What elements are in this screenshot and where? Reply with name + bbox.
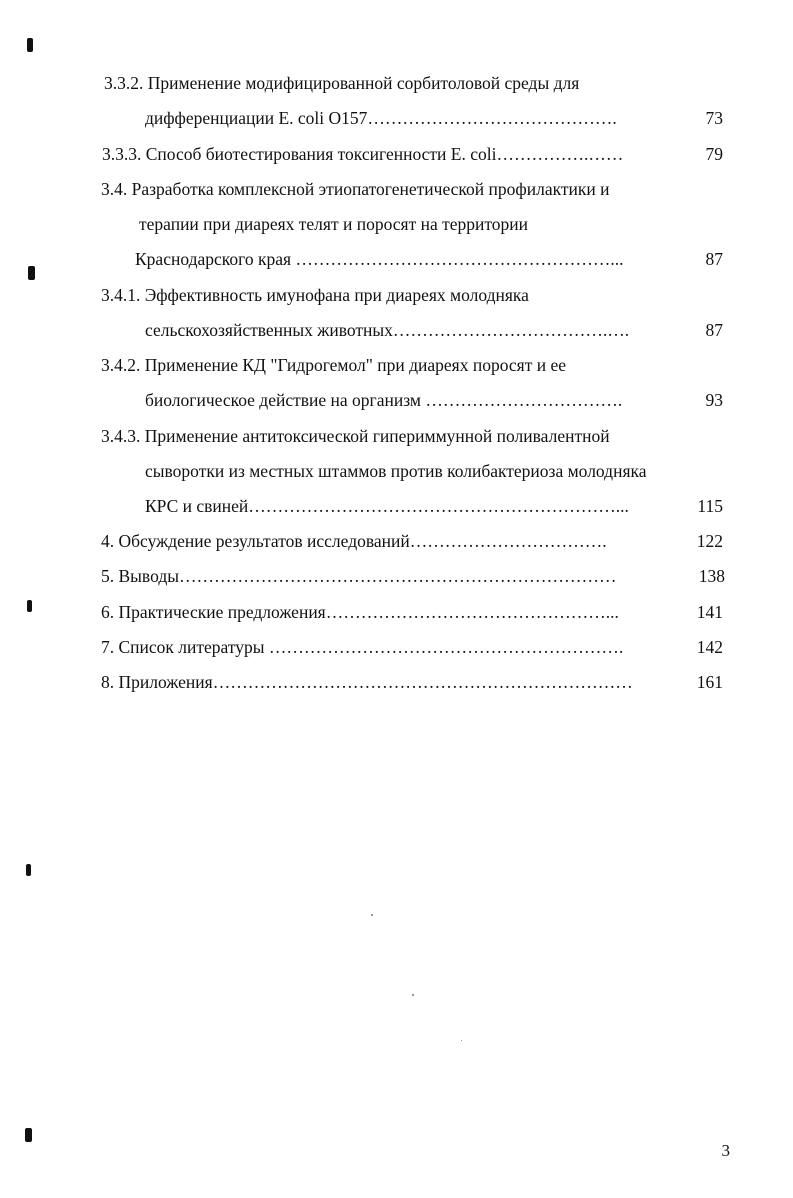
toc-page-number: 122 bbox=[696, 531, 723, 551]
toc-page-number: 73 bbox=[705, 108, 723, 128]
toc-page-number: 87 bbox=[705, 249, 723, 269]
toc-entry-3-4-2-line-1: 3.4.2. Применение КД "Гидрогемол" при диареях поросят и ее bbox=[101, 355, 567, 375]
toc-entry-3-3-2-line-1: 3.3.2. Применение модифицированной сорбитоловой среды для bbox=[104, 73, 580, 93]
toc-page-number: 138 bbox=[698, 566, 725, 586]
toc-entry-4: 4. Обсуждение результатов исследований……………………………. bbox=[101, 531, 607, 551]
binding-hole-mark bbox=[27, 38, 33, 52]
scan-speck bbox=[371, 914, 373, 916]
toc-page-number: 79 bbox=[705, 144, 723, 164]
toc-entry-3-4-2-line-2: биологическое действие на организм ……………………………. bbox=[145, 390, 623, 410]
toc-entry-3-4-3-line-3: КРС и свиней………………………………………………………... bbox=[145, 496, 629, 516]
toc-entry-6: 6. Практические предложения…………………………………………... bbox=[101, 602, 619, 622]
toc-page-number: 115 bbox=[697, 496, 723, 516]
toc-entry-3-4-3-line-1: 3.4.3. Применение антитоксической гипериммунной поливалентной bbox=[101, 426, 610, 446]
toc-entry-3-4-line-2: терапии при диареях телят и поросят на территории bbox=[139, 214, 529, 234]
toc-entry-3-4-1-line-1: 3.4.1. Эффективность имунофана при диареях молодняка bbox=[101, 285, 529, 305]
page-number-footer: 3 bbox=[721, 1141, 730, 1160]
toc-entry-3-4-3-line-2: сыворотки из местных штаммов против колибактериоза молодняка bbox=[145, 461, 647, 481]
toc-entry-3-4-1-line-2: сельскохозяйственных животных……………………………….…. bbox=[145, 320, 630, 340]
toc-entry-8: 8. Приложения……………………………………………………………… bbox=[101, 672, 633, 692]
toc-entry-3-3-2-line-2: дифференциации E. coli O157……………………………………. bbox=[145, 108, 617, 128]
binding-hole-mark bbox=[26, 864, 31, 876]
scan-speck bbox=[461, 1040, 462, 1041]
toc-entry-3-3-3: 3.3.3. Способ биотестирования токсигенности E. coli…………….…… bbox=[102, 144, 624, 164]
toc-page-number: 87 bbox=[705, 320, 723, 340]
toc-page-number: 161 bbox=[696, 672, 723, 692]
binding-hole-mark bbox=[27, 600, 32, 612]
toc-entry-3-4-line-1: 3.4. Разработка комплексной этиопатогенетической профилактики и bbox=[101, 179, 610, 199]
toc-entry-3-4-line-3: Краснодарского края ………………………………………………... bbox=[135, 249, 624, 269]
toc-page-number: 142 bbox=[696, 637, 723, 657]
binding-hole-mark bbox=[25, 1128, 32, 1142]
toc-entry-7: 7. Список литературы ……………………………………………………. bbox=[101, 637, 624, 657]
toc-page-number: 93 bbox=[705, 390, 723, 410]
toc-entry-5: 5. Выводы………………………………………………………………… bbox=[101, 566, 617, 586]
scan-speck bbox=[412, 994, 414, 996]
toc-page-number: 141 bbox=[696, 602, 723, 622]
binding-hole-mark bbox=[28, 266, 35, 280]
